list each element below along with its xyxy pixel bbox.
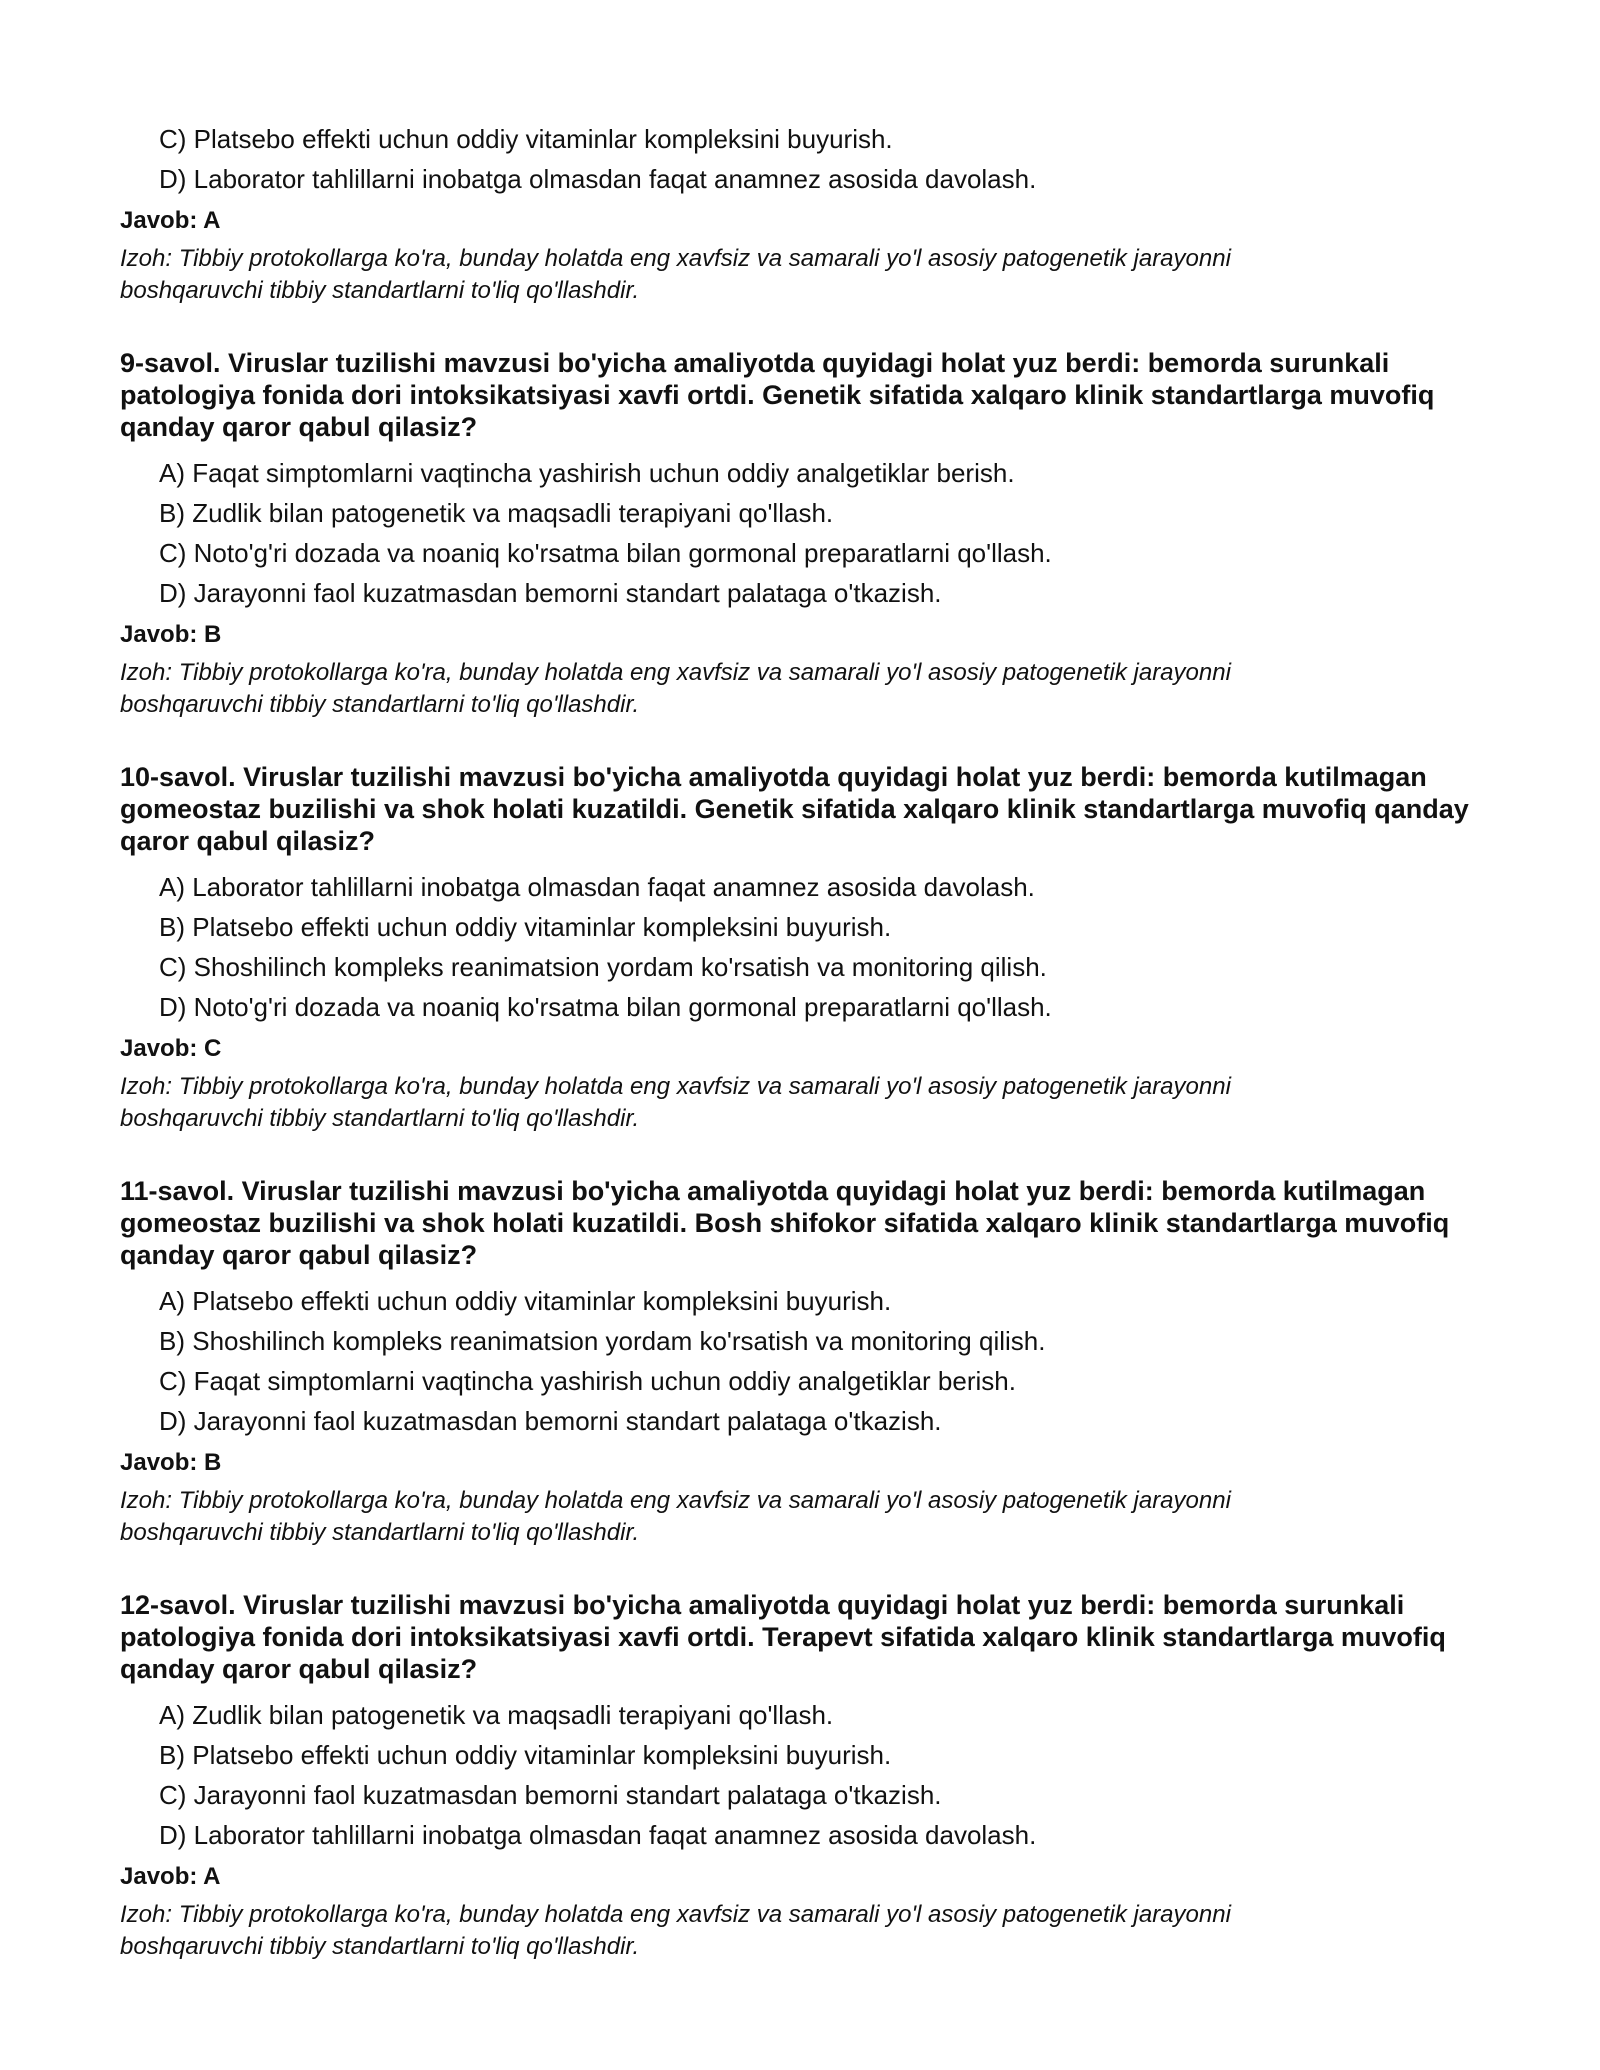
question-block	[120, 1589, 1500, 1963]
correct-answer: Javob: C	[120, 1035, 222, 1062]
answer-option: C) Noto'g'ri dozada va noaniq ko'rsatma bilan gormonal preparatlarni qo'llash.	[159, 538, 1052, 568]
question-block	[120, 761, 1500, 1135]
correct-answer: Javob: A	[120, 1863, 221, 1890]
answer-option: B) Platsebo effekti uchun oddiy vitaminlar kompleksini buyurish.	[159, 1740, 892, 1770]
answer-option: D) Noto'g'ri dozada va noaniq ko'rsatma bilan gormonal preparatlarni qo'llash.	[159, 992, 1052, 1022]
correct-answer: Javob: B	[120, 1449, 222, 1476]
answer-option: D) Laborator tahlillarni inobatga olmasdan faqat anamnez asosida davolash.	[159, 164, 1037, 194]
explanation-note: Izoh: Tibbiy protokollarga ko'ra, bunday holatda eng xavfsiz va samarali yo'l asosiy patogenetik jarayonni boshqaruvchi tibbiy standartlarni to'liq qo'llashdir.	[120, 1073, 1231, 1132]
answer-option: D) Laborator tahlillarni inobatga olmasdan faqat anamnez asosida davolash.	[159, 1820, 1037, 1850]
answer-option: A) Zudlik bilan patogenetik va maqsadli terapiyani qo'llash.	[159, 1700, 834, 1730]
answer-option: C) Platsebo effekti uchun oddiy vitaminlar kompleksini buyurish.	[159, 124, 893, 154]
question-block	[120, 347, 1500, 721]
answer-option: B) Shoshilinch kompleks reanimatsion yordam ko'rsatish va monitoring qilish.	[159, 1326, 1046, 1356]
answer-option: A) Laborator tahlillarni inobatga olmasdan faqat anamnez asosida davolash.	[159, 872, 1035, 902]
answer-option: C) Jarayonni faol kuzatmasdan bemorni standart palataga o'tkazish.	[159, 1780, 942, 1810]
question-continuation	[120, 119, 1500, 307]
question-text: 10-savol. Viruslar tuzilishi mavzusi bo'yicha amaliyotda quyidagi holat yuz berdi: bemorda kutilmagan gomeostaz buzilishi va shok holati kuzatildi. Genetik sifatida xalqaro klinik standartlarga muvofiq qanday qaror qabul qilasiz?	[120, 762, 1469, 856]
question-block	[120, 1175, 1500, 1549]
question-text: 9-savol. Viruslar tuzilishi mavzusi bo'yicha amaliyotda quyidagi holat yuz berdi: bemorda surunkali patologiya fonida dori intoksikatsiyasi xavfi ortdi. Genetik sifatida xalqaro klinik standartlarga muvofiq qanday qaror qabul qilasiz?	[120, 348, 1435, 442]
question-text: 11-savol. Viruslar tuzilishi mavzusi bo'yicha amaliyotda quyidagi holat yuz berdi: bemorda kutilmagan gomeostaz buzilishi va shok holati kuzatildi. Bosh shifokor sifatida xalqaro klinik standartlarga muvofiq qanday qaror qabul qilasiz?	[120, 1176, 1450, 1270]
correct-answer: Javob: A	[120, 207, 221, 234]
explanation-note: Izoh: Tibbiy protokollarga ko'ra, bunday holatda eng xavfsiz va samarali yo'l asosiy patogenetik jarayonni boshqaruvchi tibbiy standartlarni to'liq qo'llashdir.	[120, 1901, 1231, 1960]
document-page	[120, 0, 1500, 1963]
answer-option: C) Faqat simptomlarni vaqtincha yashirish uchun oddiy analgetiklar berish.	[159, 1366, 1016, 1396]
correct-answer: Javob: B	[120, 621, 222, 648]
answer-option: A) Platsebo effekti uchun oddiy vitaminlar kompleksini buyurish.	[159, 1286, 892, 1316]
explanation-note: Izoh: Tibbiy protokollarga ko'ra, bunday holatda eng xavfsiz va samarali yo'l asosiy patogenetik jarayonni boshqaruvchi tibbiy standartlarni to'liq qo'llashdir.	[120, 1487, 1231, 1546]
answer-option: D) Jarayonni faol kuzatmasdan bemorni standart palataga o'tkazish.	[159, 578, 942, 608]
answer-option: A) Faqat simptomlarni vaqtincha yashirish uchun oddiy analgetiklar berish.	[159, 458, 1015, 488]
explanation-note: Izoh: Tibbiy protokollarga ko'ra, bunday holatda eng xavfsiz va samarali yo'l asosiy patogenetik jarayonni boshqaruvchi tibbiy standartlarni to'liq qo'llashdir.	[120, 659, 1231, 718]
answer-option: B) Zudlik bilan patogenetik va maqsadli terapiyani qo'llash.	[159, 498, 834, 528]
answer-option: B) Platsebo effekti uchun oddiy vitaminlar kompleksini buyurish.	[159, 912, 892, 942]
answer-option: C) Shoshilinch kompleks reanimatsion yordam ko'rsatish va monitoring qilish.	[159, 952, 1047, 982]
answer-option: D) Jarayonni faol kuzatmasdan bemorni standart palataga o'tkazish.	[159, 1406, 942, 1436]
question-text: 12-savol. Viruslar tuzilishi mavzusi bo'yicha amaliyotda quyidagi holat yuz berdi: bemorda surunkali patologiya fonida dori intoksikatsiyasi xavfi ortdi. Terapevt sifatida xalqaro klinik standartlarga muvofiq qanday qaror qabul qilasiz?	[120, 1590, 1446, 1684]
explanation-note: Izoh: Tibbiy protokollarga ko'ra, bunday holatda eng xavfsiz va samarali yo'l asosiy patogenetik jarayonni boshqaruvchi tibbiy standartlarni to'liq qo'llashdir.	[120, 245, 1231, 304]
